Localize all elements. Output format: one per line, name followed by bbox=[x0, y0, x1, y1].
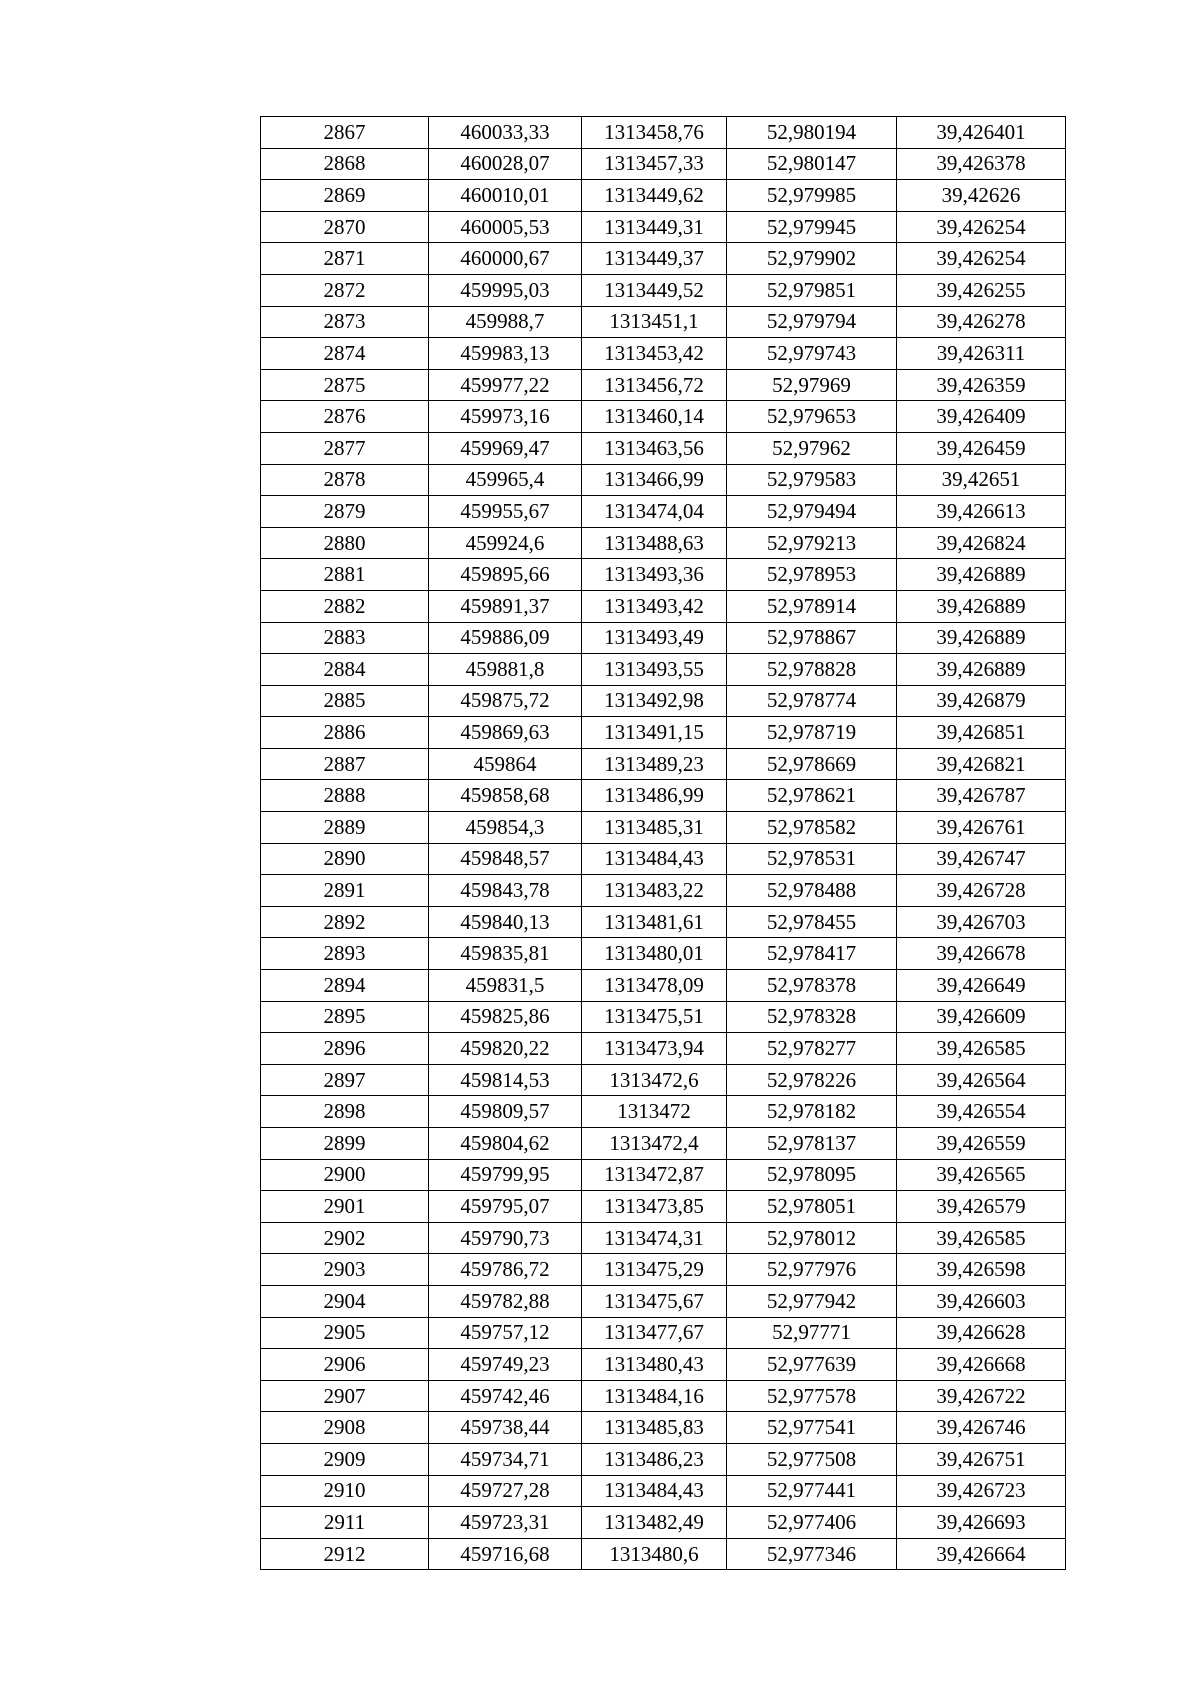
point-number-cell: 2870 bbox=[261, 211, 429, 243]
y-coordinate-cell: 1313451,1 bbox=[582, 306, 727, 338]
table-row bbox=[261, 1443, 1066, 1475]
table-row bbox=[261, 306, 1066, 338]
x-coordinate-cell: 459854,3 bbox=[429, 812, 582, 844]
table-row bbox=[261, 1159, 1066, 1191]
table-row bbox=[261, 654, 1066, 686]
point-number-cell: 2911 bbox=[261, 1507, 429, 1539]
latitude-cell: 52,978455 bbox=[727, 906, 897, 938]
x-coordinate-cell: 459723,31 bbox=[429, 1507, 582, 1539]
longitude-cell: 39,426889 bbox=[897, 622, 1066, 654]
longitude-cell: 39,426747 bbox=[897, 843, 1066, 875]
longitude-cell: 39,426254 bbox=[897, 211, 1066, 243]
point-number-cell: 2891 bbox=[261, 875, 429, 907]
x-coordinate-cell: 459757,12 bbox=[429, 1317, 582, 1349]
latitude-cell: 52,979494 bbox=[727, 496, 897, 528]
y-coordinate-cell: 1313489,23 bbox=[582, 748, 727, 780]
longitude-cell: 39,426889 bbox=[897, 590, 1066, 622]
y-coordinate-cell: 1313457,33 bbox=[582, 148, 727, 180]
x-coordinate-cell: 459727,28 bbox=[429, 1475, 582, 1507]
table-row bbox=[261, 685, 1066, 717]
latitude-cell: 52,978953 bbox=[727, 559, 897, 591]
x-coordinate-cell: 460005,53 bbox=[429, 211, 582, 243]
table-row bbox=[261, 590, 1066, 622]
y-coordinate-cell: 1313475,51 bbox=[582, 1001, 727, 1033]
point-number-cell: 2909 bbox=[261, 1443, 429, 1475]
y-coordinate-cell: 1313493,36 bbox=[582, 559, 727, 591]
table-row bbox=[261, 780, 1066, 812]
latitude-cell: 52,978012 bbox=[727, 1222, 897, 1254]
table-row bbox=[261, 274, 1066, 306]
point-number-cell: 2910 bbox=[261, 1475, 429, 1507]
latitude-cell: 52,979583 bbox=[727, 464, 897, 496]
longitude-cell: 39,426851 bbox=[897, 717, 1066, 749]
y-coordinate-cell: 1313449,37 bbox=[582, 243, 727, 275]
table-row bbox=[261, 432, 1066, 464]
latitude-cell: 52,977639 bbox=[727, 1349, 897, 1381]
longitude-cell: 39,426722 bbox=[897, 1380, 1066, 1412]
table-row bbox=[261, 938, 1066, 970]
x-coordinate-cell: 459965,4 bbox=[429, 464, 582, 496]
y-coordinate-cell: 1313458,76 bbox=[582, 117, 727, 149]
table-row bbox=[261, 1254, 1066, 1286]
y-coordinate-cell: 1313460,14 bbox=[582, 401, 727, 433]
table-row bbox=[261, 748, 1066, 780]
x-coordinate-cell: 459848,57 bbox=[429, 843, 582, 875]
longitude-cell: 39,426255 bbox=[897, 274, 1066, 306]
table-row bbox=[261, 1475, 1066, 1507]
latitude-cell: 52,979653 bbox=[727, 401, 897, 433]
longitude-cell: 39,426409 bbox=[897, 401, 1066, 433]
point-number-cell: 2874 bbox=[261, 338, 429, 370]
point-number-cell: 2907 bbox=[261, 1380, 429, 1412]
x-coordinate-cell: 460028,07 bbox=[429, 148, 582, 180]
latitude-cell: 52,978914 bbox=[727, 590, 897, 622]
table-row bbox=[261, 1412, 1066, 1444]
latitude-cell: 52,978277 bbox=[727, 1033, 897, 1065]
table-row bbox=[261, 1128, 1066, 1160]
longitude-cell: 39,426459 bbox=[897, 432, 1066, 464]
latitude-cell: 52,979213 bbox=[727, 527, 897, 559]
longitude-cell: 39,42651 bbox=[897, 464, 1066, 496]
x-coordinate-cell: 459814,53 bbox=[429, 1064, 582, 1096]
point-number-cell: 2877 bbox=[261, 432, 429, 464]
table-row bbox=[261, 906, 1066, 938]
x-coordinate-cell: 459875,72 bbox=[429, 685, 582, 717]
x-coordinate-cell: 459742,46 bbox=[429, 1380, 582, 1412]
table-row bbox=[261, 180, 1066, 212]
table-row bbox=[261, 148, 1066, 180]
longitude-cell: 39,426649 bbox=[897, 970, 1066, 1002]
point-number-cell: 2886 bbox=[261, 717, 429, 749]
latitude-cell: 52,978774 bbox=[727, 685, 897, 717]
table-row bbox=[261, 1317, 1066, 1349]
longitude-cell: 39,426579 bbox=[897, 1191, 1066, 1223]
latitude-cell: 52,979794 bbox=[727, 306, 897, 338]
y-coordinate-cell: 1313473,85 bbox=[582, 1191, 727, 1223]
x-coordinate-cell: 459786,72 bbox=[429, 1254, 582, 1286]
latitude-cell: 52,977406 bbox=[727, 1507, 897, 1539]
y-coordinate-cell: 1313477,67 bbox=[582, 1317, 727, 1349]
point-number-cell: 2912 bbox=[261, 1538, 429, 1570]
longitude-cell: 39,426278 bbox=[897, 306, 1066, 338]
point-number-cell: 2905 bbox=[261, 1317, 429, 1349]
x-coordinate-cell: 459734,71 bbox=[429, 1443, 582, 1475]
y-coordinate-cell: 1313456,72 bbox=[582, 369, 727, 401]
x-coordinate-cell: 459969,47 bbox=[429, 432, 582, 464]
point-number-cell: 2869 bbox=[261, 180, 429, 212]
latitude-cell: 52,979945 bbox=[727, 211, 897, 243]
x-coordinate-cell: 459738,44 bbox=[429, 1412, 582, 1444]
y-coordinate-cell: 1313478,09 bbox=[582, 970, 727, 1002]
latitude-cell: 52,978828 bbox=[727, 654, 897, 686]
y-coordinate-cell: 1313463,56 bbox=[582, 432, 727, 464]
x-coordinate-cell: 459831,5 bbox=[429, 970, 582, 1002]
table-row bbox=[261, 496, 1066, 528]
latitude-cell: 52,977346 bbox=[727, 1538, 897, 1570]
latitude-cell: 52,979743 bbox=[727, 338, 897, 370]
longitude-cell: 39,426585 bbox=[897, 1222, 1066, 1254]
point-number-cell: 2899 bbox=[261, 1128, 429, 1160]
point-number-cell: 2894 bbox=[261, 970, 429, 1002]
x-coordinate-cell: 459869,63 bbox=[429, 717, 582, 749]
latitude-cell: 52,979985 bbox=[727, 180, 897, 212]
point-number-cell: 2904 bbox=[261, 1285, 429, 1317]
y-coordinate-cell: 1313473,94 bbox=[582, 1033, 727, 1065]
table-row bbox=[261, 1380, 1066, 1412]
latitude-cell: 52,978051 bbox=[727, 1191, 897, 1223]
x-coordinate-cell: 459886,09 bbox=[429, 622, 582, 654]
table-row bbox=[261, 1033, 1066, 1065]
y-coordinate-cell: 1313481,61 bbox=[582, 906, 727, 938]
latitude-cell: 52,978137 bbox=[727, 1128, 897, 1160]
x-coordinate-cell: 459790,73 bbox=[429, 1222, 582, 1254]
y-coordinate-cell: 1313472 bbox=[582, 1096, 727, 1128]
x-coordinate-cell: 460010,01 bbox=[429, 180, 582, 212]
latitude-cell: 52,978669 bbox=[727, 748, 897, 780]
table-row bbox=[261, 717, 1066, 749]
point-number-cell: 2896 bbox=[261, 1033, 429, 1065]
table-row bbox=[261, 559, 1066, 591]
y-coordinate-cell: 1313472,6 bbox=[582, 1064, 727, 1096]
table-row bbox=[261, 464, 1066, 496]
longitude-cell: 39,426554 bbox=[897, 1096, 1066, 1128]
point-number-cell: 2898 bbox=[261, 1096, 429, 1128]
point-number-cell: 2868 bbox=[261, 148, 429, 180]
point-number-cell: 2875 bbox=[261, 369, 429, 401]
y-coordinate-cell: 1313453,42 bbox=[582, 338, 727, 370]
coordinates-table-body bbox=[261, 117, 1066, 1570]
x-coordinate-cell: 459864 bbox=[429, 748, 582, 780]
table-row bbox=[261, 117, 1066, 149]
latitude-cell: 52,977508 bbox=[727, 1443, 897, 1475]
point-number-cell: 2895 bbox=[261, 1001, 429, 1033]
longitude-cell: 39,426559 bbox=[897, 1128, 1066, 1160]
table-row bbox=[261, 1096, 1066, 1128]
point-number-cell: 2908 bbox=[261, 1412, 429, 1444]
latitude-cell: 52,977441 bbox=[727, 1475, 897, 1507]
table-row bbox=[261, 1349, 1066, 1381]
table-row bbox=[261, 338, 1066, 370]
point-number-cell: 2876 bbox=[261, 401, 429, 433]
latitude-cell: 52,978867 bbox=[727, 622, 897, 654]
longitude-cell: 39,426668 bbox=[897, 1349, 1066, 1381]
latitude-cell: 52,978182 bbox=[727, 1096, 897, 1128]
longitude-cell: 39,426723 bbox=[897, 1475, 1066, 1507]
table-row bbox=[261, 1538, 1066, 1570]
longitude-cell: 39,426787 bbox=[897, 780, 1066, 812]
y-coordinate-cell: 1313482,49 bbox=[582, 1507, 727, 1539]
y-coordinate-cell: 1313484,16 bbox=[582, 1380, 727, 1412]
longitude-cell: 39,426879 bbox=[897, 685, 1066, 717]
latitude-cell: 52,977578 bbox=[727, 1380, 897, 1412]
x-coordinate-cell: 459809,57 bbox=[429, 1096, 582, 1128]
point-number-cell: 2881 bbox=[261, 559, 429, 591]
x-coordinate-cell: 460000,67 bbox=[429, 243, 582, 275]
longitude-cell: 39,426311 bbox=[897, 338, 1066, 370]
table-row bbox=[261, 369, 1066, 401]
latitude-cell: 52,978417 bbox=[727, 938, 897, 970]
y-coordinate-cell: 1313480,6 bbox=[582, 1538, 727, 1570]
y-coordinate-cell: 1313492,98 bbox=[582, 685, 727, 717]
longitude-cell: 39,426678 bbox=[897, 938, 1066, 970]
x-coordinate-cell: 459977,22 bbox=[429, 369, 582, 401]
point-number-cell: 2882 bbox=[261, 590, 429, 622]
point-number-cell: 2903 bbox=[261, 1254, 429, 1286]
y-coordinate-cell: 1313483,22 bbox=[582, 875, 727, 907]
longitude-cell: 39,426585 bbox=[897, 1033, 1066, 1065]
longitude-cell: 39,426693 bbox=[897, 1507, 1066, 1539]
y-coordinate-cell: 1313493,55 bbox=[582, 654, 727, 686]
longitude-cell: 39,426761 bbox=[897, 812, 1066, 844]
longitude-cell: 39,426565 bbox=[897, 1159, 1066, 1191]
point-number-cell: 2901 bbox=[261, 1191, 429, 1223]
x-coordinate-cell: 459983,13 bbox=[429, 338, 582, 370]
x-coordinate-cell: 459799,95 bbox=[429, 1159, 582, 1191]
table-row bbox=[261, 1064, 1066, 1096]
y-coordinate-cell: 1313484,43 bbox=[582, 843, 727, 875]
y-coordinate-cell: 1313475,29 bbox=[582, 1254, 727, 1286]
point-number-cell: 2879 bbox=[261, 496, 429, 528]
table-row bbox=[261, 1507, 1066, 1539]
latitude-cell: 52,978582 bbox=[727, 812, 897, 844]
x-coordinate-cell: 459840,13 bbox=[429, 906, 582, 938]
y-coordinate-cell: 1313480,43 bbox=[582, 1349, 727, 1381]
table-row bbox=[261, 812, 1066, 844]
point-number-cell: 2902 bbox=[261, 1222, 429, 1254]
y-coordinate-cell: 1313484,43 bbox=[582, 1475, 727, 1507]
latitude-cell: 52,978328 bbox=[727, 1001, 897, 1033]
point-number-cell: 2884 bbox=[261, 654, 429, 686]
x-coordinate-cell: 459895,66 bbox=[429, 559, 582, 591]
point-number-cell: 2887 bbox=[261, 748, 429, 780]
x-coordinate-cell: 459716,68 bbox=[429, 1538, 582, 1570]
point-number-cell: 2889 bbox=[261, 812, 429, 844]
longitude-cell: 39,42626 bbox=[897, 180, 1066, 212]
y-coordinate-cell: 1313486,99 bbox=[582, 780, 727, 812]
x-coordinate-cell: 459995,03 bbox=[429, 274, 582, 306]
table-row bbox=[261, 1285, 1066, 1317]
longitude-cell: 39,426628 bbox=[897, 1317, 1066, 1349]
latitude-cell: 52,980147 bbox=[727, 148, 897, 180]
latitude-cell: 52,978531 bbox=[727, 843, 897, 875]
y-coordinate-cell: 1313475,67 bbox=[582, 1285, 727, 1317]
y-coordinate-cell: 1313466,99 bbox=[582, 464, 727, 496]
point-number-cell: 2900 bbox=[261, 1159, 429, 1191]
table-row bbox=[261, 843, 1066, 875]
y-coordinate-cell: 1313491,15 bbox=[582, 717, 727, 749]
point-number-cell: 2880 bbox=[261, 527, 429, 559]
latitude-cell: 52,979902 bbox=[727, 243, 897, 275]
y-coordinate-cell: 1313472,87 bbox=[582, 1159, 727, 1191]
point-number-cell: 2890 bbox=[261, 843, 429, 875]
latitude-cell: 52,978719 bbox=[727, 717, 897, 749]
x-coordinate-cell: 459795,07 bbox=[429, 1191, 582, 1223]
y-coordinate-cell: 1313486,23 bbox=[582, 1443, 727, 1475]
table-row bbox=[261, 211, 1066, 243]
table-row bbox=[261, 970, 1066, 1002]
point-number-cell: 2906 bbox=[261, 1349, 429, 1381]
latitude-cell: 52,978621 bbox=[727, 780, 897, 812]
x-coordinate-cell: 459924,6 bbox=[429, 527, 582, 559]
latitude-cell: 52,980194 bbox=[727, 117, 897, 149]
latitude-cell: 52,977541 bbox=[727, 1412, 897, 1444]
y-coordinate-cell: 1313472,4 bbox=[582, 1128, 727, 1160]
point-number-cell: 2883 bbox=[261, 622, 429, 654]
x-coordinate-cell: 459825,86 bbox=[429, 1001, 582, 1033]
y-coordinate-cell: 1313488,63 bbox=[582, 527, 727, 559]
coordinates-table bbox=[260, 116, 1066, 1570]
y-coordinate-cell: 1313480,01 bbox=[582, 938, 727, 970]
longitude-cell: 39,426359 bbox=[897, 369, 1066, 401]
longitude-cell: 39,426609 bbox=[897, 1001, 1066, 1033]
longitude-cell: 39,426598 bbox=[897, 1254, 1066, 1286]
y-coordinate-cell: 1313474,04 bbox=[582, 496, 727, 528]
point-number-cell: 2885 bbox=[261, 685, 429, 717]
y-coordinate-cell: 1313493,49 bbox=[582, 622, 727, 654]
x-coordinate-cell: 459988,7 bbox=[429, 306, 582, 338]
y-coordinate-cell: 1313485,31 bbox=[582, 812, 727, 844]
table-row bbox=[261, 243, 1066, 275]
latitude-cell: 52,978378 bbox=[727, 970, 897, 1002]
latitude-cell: 52,979851 bbox=[727, 274, 897, 306]
point-number-cell: 2893 bbox=[261, 938, 429, 970]
latitude-cell: 52,977976 bbox=[727, 1254, 897, 1286]
table-row bbox=[261, 401, 1066, 433]
longitude-cell: 39,426564 bbox=[897, 1064, 1066, 1096]
longitude-cell: 39,426751 bbox=[897, 1443, 1066, 1475]
point-number-cell: 2888 bbox=[261, 780, 429, 812]
longitude-cell: 39,426378 bbox=[897, 148, 1066, 180]
x-coordinate-cell: 459881,8 bbox=[429, 654, 582, 686]
y-coordinate-cell: 1313449,52 bbox=[582, 274, 727, 306]
longitude-cell: 39,426889 bbox=[897, 559, 1066, 591]
x-coordinate-cell: 459891,37 bbox=[429, 590, 582, 622]
longitude-cell: 39,426254 bbox=[897, 243, 1066, 275]
y-coordinate-cell: 1313485,83 bbox=[582, 1412, 727, 1444]
longitude-cell: 39,426889 bbox=[897, 654, 1066, 686]
x-coordinate-cell: 459749,23 bbox=[429, 1349, 582, 1381]
point-number-cell: 2871 bbox=[261, 243, 429, 275]
longitude-cell: 39,426746 bbox=[897, 1412, 1066, 1444]
table-row bbox=[261, 622, 1066, 654]
latitude-cell: 52,97969 bbox=[727, 369, 897, 401]
y-coordinate-cell: 1313449,31 bbox=[582, 211, 727, 243]
point-number-cell: 2867 bbox=[261, 117, 429, 149]
point-number-cell: 2897 bbox=[261, 1064, 429, 1096]
longitude-cell: 39,426728 bbox=[897, 875, 1066, 907]
x-coordinate-cell: 459782,88 bbox=[429, 1285, 582, 1317]
y-coordinate-cell: 1313493,42 bbox=[582, 590, 727, 622]
x-coordinate-cell: 459820,22 bbox=[429, 1033, 582, 1065]
table-row bbox=[261, 875, 1066, 907]
latitude-cell: 52,978488 bbox=[727, 875, 897, 907]
point-number-cell: 2892 bbox=[261, 906, 429, 938]
longitude-cell: 39,426401 bbox=[897, 117, 1066, 149]
latitude-cell: 52,97962 bbox=[727, 432, 897, 464]
longitude-cell: 39,426613 bbox=[897, 496, 1066, 528]
longitude-cell: 39,426821 bbox=[897, 748, 1066, 780]
table-row bbox=[261, 1191, 1066, 1223]
point-number-cell: 2872 bbox=[261, 274, 429, 306]
longitude-cell: 39,426824 bbox=[897, 527, 1066, 559]
y-coordinate-cell: 1313474,31 bbox=[582, 1222, 727, 1254]
x-coordinate-cell: 459804,62 bbox=[429, 1128, 582, 1160]
x-coordinate-cell: 459955,67 bbox=[429, 496, 582, 528]
latitude-cell: 52,978095 bbox=[727, 1159, 897, 1191]
x-coordinate-cell: 459835,81 bbox=[429, 938, 582, 970]
latitude-cell: 52,97771 bbox=[727, 1317, 897, 1349]
x-coordinate-cell: 459843,78 bbox=[429, 875, 582, 907]
table-row bbox=[261, 1222, 1066, 1254]
longitude-cell: 39,426703 bbox=[897, 906, 1066, 938]
latitude-cell: 52,978226 bbox=[727, 1064, 897, 1096]
x-coordinate-cell: 459858,68 bbox=[429, 780, 582, 812]
table-row bbox=[261, 1001, 1066, 1033]
y-coordinate-cell: 1313449,62 bbox=[582, 180, 727, 212]
table-row bbox=[261, 527, 1066, 559]
point-number-cell: 2878 bbox=[261, 464, 429, 496]
longitude-cell: 39,426664 bbox=[897, 1538, 1066, 1570]
x-coordinate-cell: 460033,33 bbox=[429, 117, 582, 149]
point-number-cell: 2873 bbox=[261, 306, 429, 338]
longitude-cell: 39,426603 bbox=[897, 1285, 1066, 1317]
latitude-cell: 52,977942 bbox=[727, 1285, 897, 1317]
x-coordinate-cell: 459973,16 bbox=[429, 401, 582, 433]
